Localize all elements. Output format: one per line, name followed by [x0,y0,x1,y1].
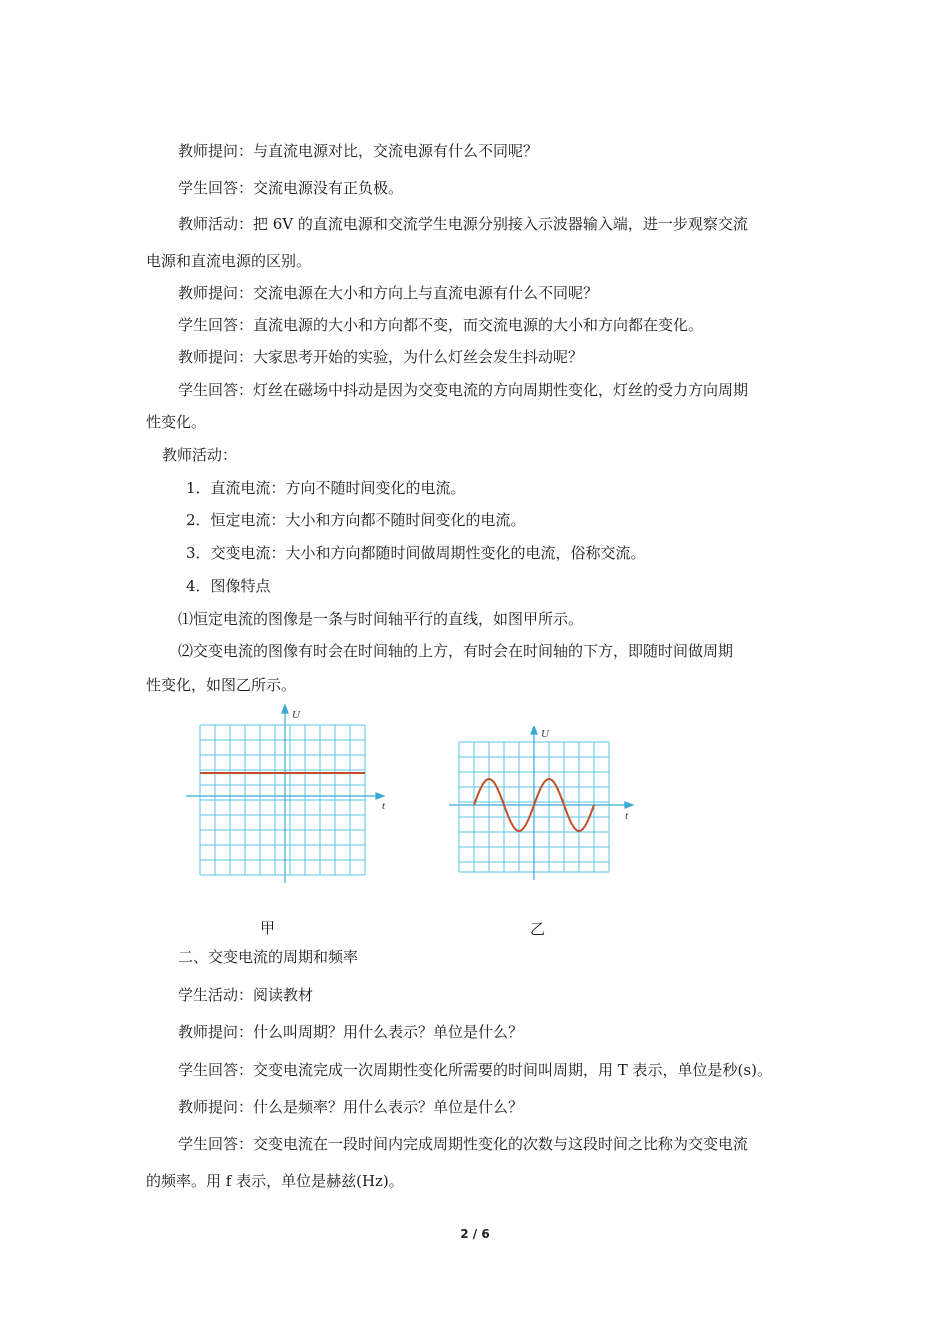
page-number: 2 / 6 [460,1227,490,1241]
paragraph-line: 教师提问：交流电源在大小和方向上与直流电源有什么不同呢？ [178,284,599,302]
figure-caption-jia: 甲 [260,919,276,937]
paragraph-line: 教师活动：把 6V 的直流电源和交流学生电源分别接入示波器输入端，进一步观察交流 [178,215,748,233]
paragraph-line: 学生回答：直流电源的大小和方向都不变，而交流电源的大小和方向都在变化。 [178,316,704,334]
paragraph-line: 性变化。 [146,413,207,431]
list-item: 1．直流电流：方向不随时间变化的电流。 [186,479,466,497]
paragraph-line: 性变化，如图乙所示。 [146,676,297,694]
x-axis-label: t [625,810,629,822]
section-heading: 二、交变电流的周期和频率 [178,948,359,966]
paragraph-line: 教师提问：与直流电源对比，交流电源有什么不同呢？ [178,142,539,160]
paragraph-line: 电源和直流电源的区别。 [146,252,312,270]
y-axis-label: U [292,709,300,721]
x-axis-label: t [382,800,386,812]
paragraph-line: 学生回答：灯丝在磁场中抖动是因为交变电流的方向周期性变化，灯丝的受力方向周期 [178,381,749,399]
y-axis-label: U [541,728,549,740]
paragraph-line: 教师提问：什么是频率？用什么表示？单位是什么？ [178,1098,524,1116]
paragraph-line: ⑵交变电流的图像有时会在时间轴的上方，有时会在时间轴的下方，即随时间做周期 [178,642,734,660]
figure-jia-constant-current [180,703,395,888]
paragraph-line: ⑴恒定电流的图像是一条与时间轴平行的直线，如图甲所示。 [178,610,584,628]
paragraph-line: 学生回答：交变电流在一段时间内完成周期性变化的次数与这段时间之比称为交变电流 [178,1135,749,1153]
paragraph-line: 学生回答：交变电流完成一次周期性变化所需要的时间叫周期，用 T 表示，单位是秒(s)。 [178,1061,772,1079]
paragraph-line: 学生回答：交流电源没有正负极。 [178,179,404,197]
paragraph-line: 教师提问：什么叫周期？用什么表示？单位是什么？ [178,1023,524,1041]
list-item: 2．恒定电流：大小和方向都不随时间变化的电流。 [186,511,526,529]
paragraph-line: 教师提问：大家思考开始的实验，为什么灯丝会发生抖动呢？ [178,348,584,366]
list-item: 3．交变电流：大小和方向都随时间做周期性变化的电流，俗称交流。 [186,544,646,562]
figure-caption-yi: 乙 [530,920,546,938]
paragraph-line: 的频率。用 f 表示，单位是赫兹(Hz)。 [146,1172,404,1190]
paragraph-line: 学生活动：阅读教材 [178,986,314,1004]
figure-yi-alternating-current [445,726,645,884]
paragraph-line: 教师活动： [162,446,238,464]
list-item: 4．图像特点 [186,577,271,595]
